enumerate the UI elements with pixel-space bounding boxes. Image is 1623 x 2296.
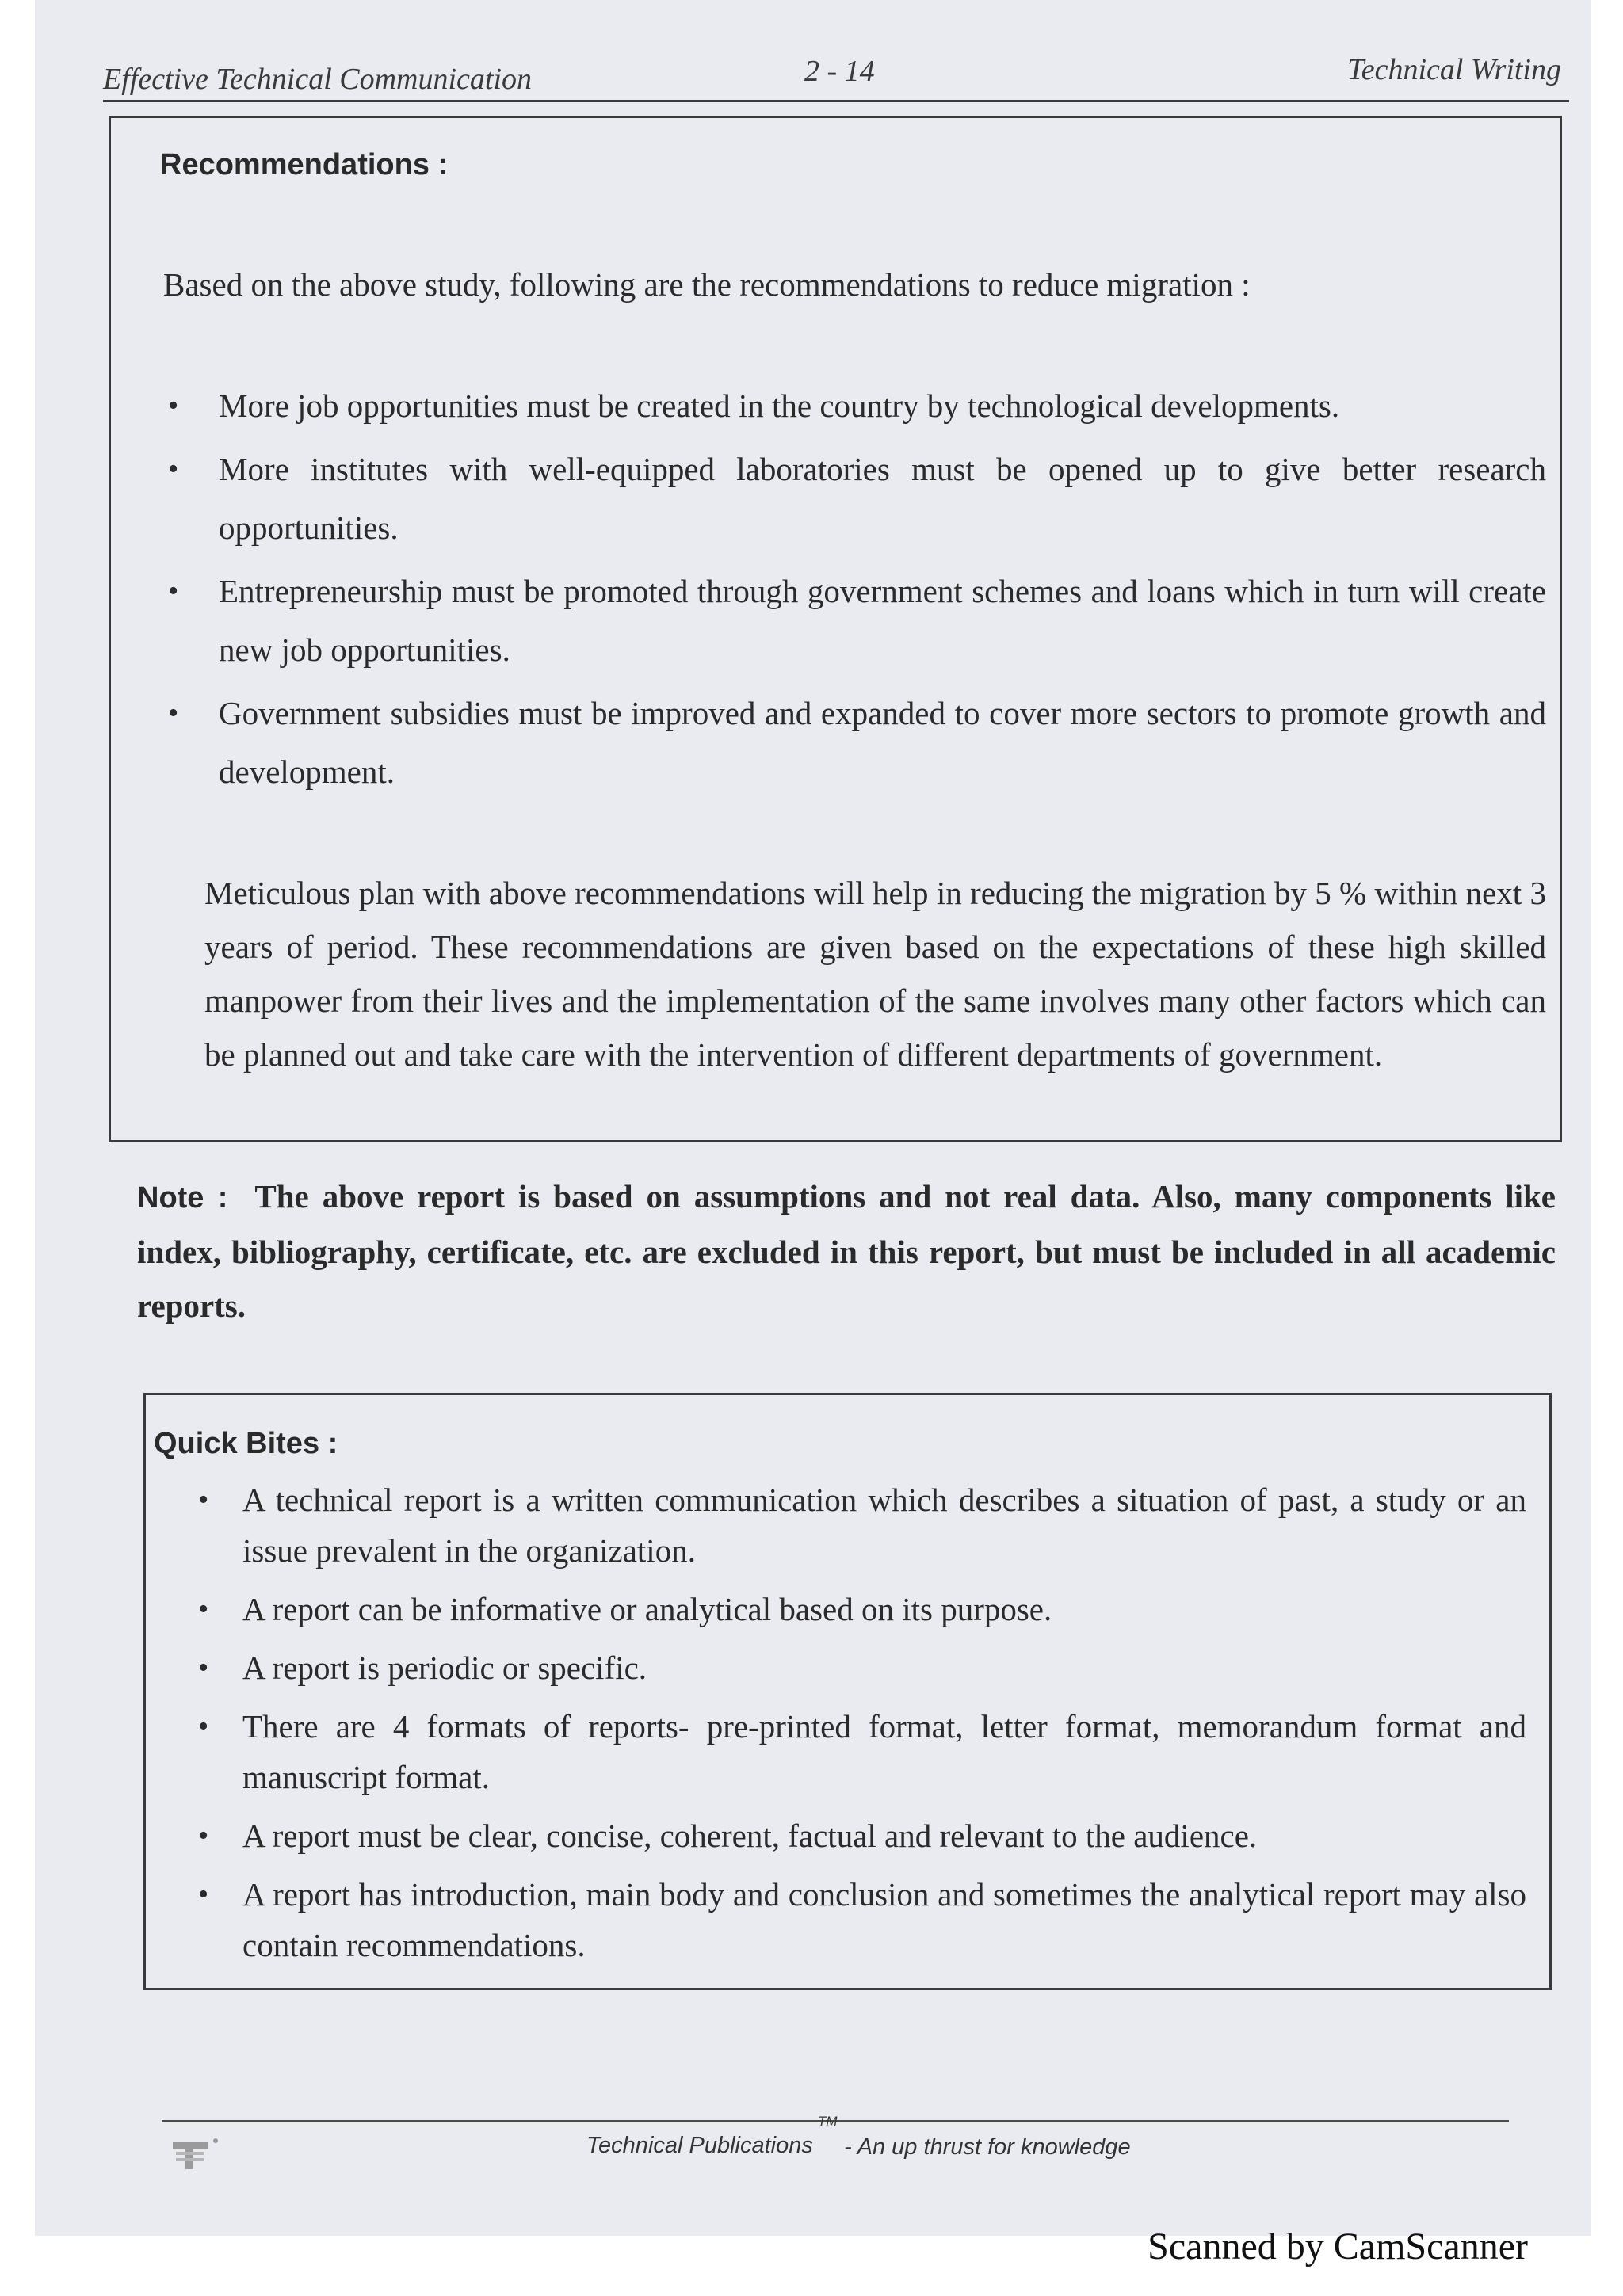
list-item: [193, 1474, 1526, 1576]
bullet-icon: •: [198, 1819, 209, 1852]
quick-bites-heading: Quick Bites :: [154, 1427, 338, 1460]
list-item: [163, 440, 1546, 557]
note-label: Note :: [137, 1181, 228, 1215]
bullet-icon: •: [168, 389, 179, 422]
recommendations-intro: Based on the above study, following are the recommendations to reduce migration :: [163, 266, 1251, 303]
quick-bites-list: [193, 1474, 1526, 1978]
publisher-logo-icon: [170, 2133, 225, 2172]
list-item: [163, 562, 1546, 679]
list-item-text: A technical report is a written communication which describes a situation of past, a study or an issue prevalent in the organization.: [242, 1482, 1526, 1569]
recommendations-paragraph: Meticulous plan with above recommendations will help in reducing the migration by 5 % within next 3 years of period. These recommendations are given based on the expectations of these high skilled manpower from their lives and the implementation of the same involves many other factors which can be planned out and take care with the intervention of different departments of government.: [204, 875, 1546, 1073]
list-item-text: Government subsidies must be improved and expanded to cover more sectors to promote growth and development.: [219, 695, 1546, 790]
list-item-text: There are 4 formats of reports- pre-printed format, letter format, memorandum format and manuscript format.: [242, 1708, 1526, 1795]
list-item: [193, 1869, 1526, 1970]
recommendations-list: [163, 376, 1546, 806]
footer-publisher: Technical Publications: [586, 2133, 813, 2158]
quick-bites-box: [143, 1393, 1552, 1990]
bullet-icon: •: [198, 1878, 209, 1911]
book-title: Effective Technical Communication: [103, 63, 533, 96]
scanner-watermark: Scanned by CamScanner: [1148, 2225, 1528, 2267]
list-item: [163, 376, 1546, 435]
list-item: [193, 1810, 1526, 1861]
page-number: 2 - 14: [804, 55, 875, 88]
list-item: [163, 684, 1546, 801]
list-item: [193, 1642, 1526, 1693]
list-item-text: More institutes with well-equipped laboratories must be opened up to give better research opportunities.: [219, 451, 1546, 546]
bullet-icon: •: [198, 1651, 209, 1684]
footer-trademark: TM: [818, 2114, 838, 2129]
bullet-icon: •: [198, 1710, 209, 1743]
recommendations-heading: Recommendations :: [160, 148, 449, 181]
bullet-icon: •: [198, 1592, 209, 1626]
list-item-text: More job opportunities must be created in the country by technological developments.: [219, 387, 1340, 424]
note-block: [137, 1169, 1556, 1333]
recommendations-box: [109, 116, 1562, 1142]
list-item: [193, 1584, 1526, 1634]
list-item-text: A report can be informative or analytical based on its purpose.: [242, 1591, 1052, 1627]
bullet-icon: •: [168, 452, 179, 486]
list-item-text: A report must be clear, concise, coherent, factual and relevant to the audience.: [242, 1817, 1258, 1854]
list-item-text: Entrepreneurship must be promoted through government schemes and loans which in turn will create new job opportunities.: [219, 573, 1546, 668]
note-text: The above report is based on assumptions and not real data. Also, many components like index, bibliography, certificate, etc. are excluded in this report, but must be included in all academic reports.: [137, 1178, 1556, 1324]
list-item-text: A report is periodic or specific.: [242, 1650, 647, 1686]
chapter-title: Technical Writing: [1347, 53, 1561, 86]
list-item: [193, 1701, 1526, 1802]
bullet-icon: •: [168, 574, 179, 608]
bullet-icon: •: [168, 696, 179, 730]
list-item-text: A report has introduction, main body and conclusion and sometimes the analytical report may also contain recommendations.: [242, 1876, 1526, 1963]
page-header: [103, 52, 1569, 102]
bullet-icon: •: [198, 1483, 209, 1516]
footer-tagline: - An up thrust for knowledge: [844, 2134, 1131, 2160]
